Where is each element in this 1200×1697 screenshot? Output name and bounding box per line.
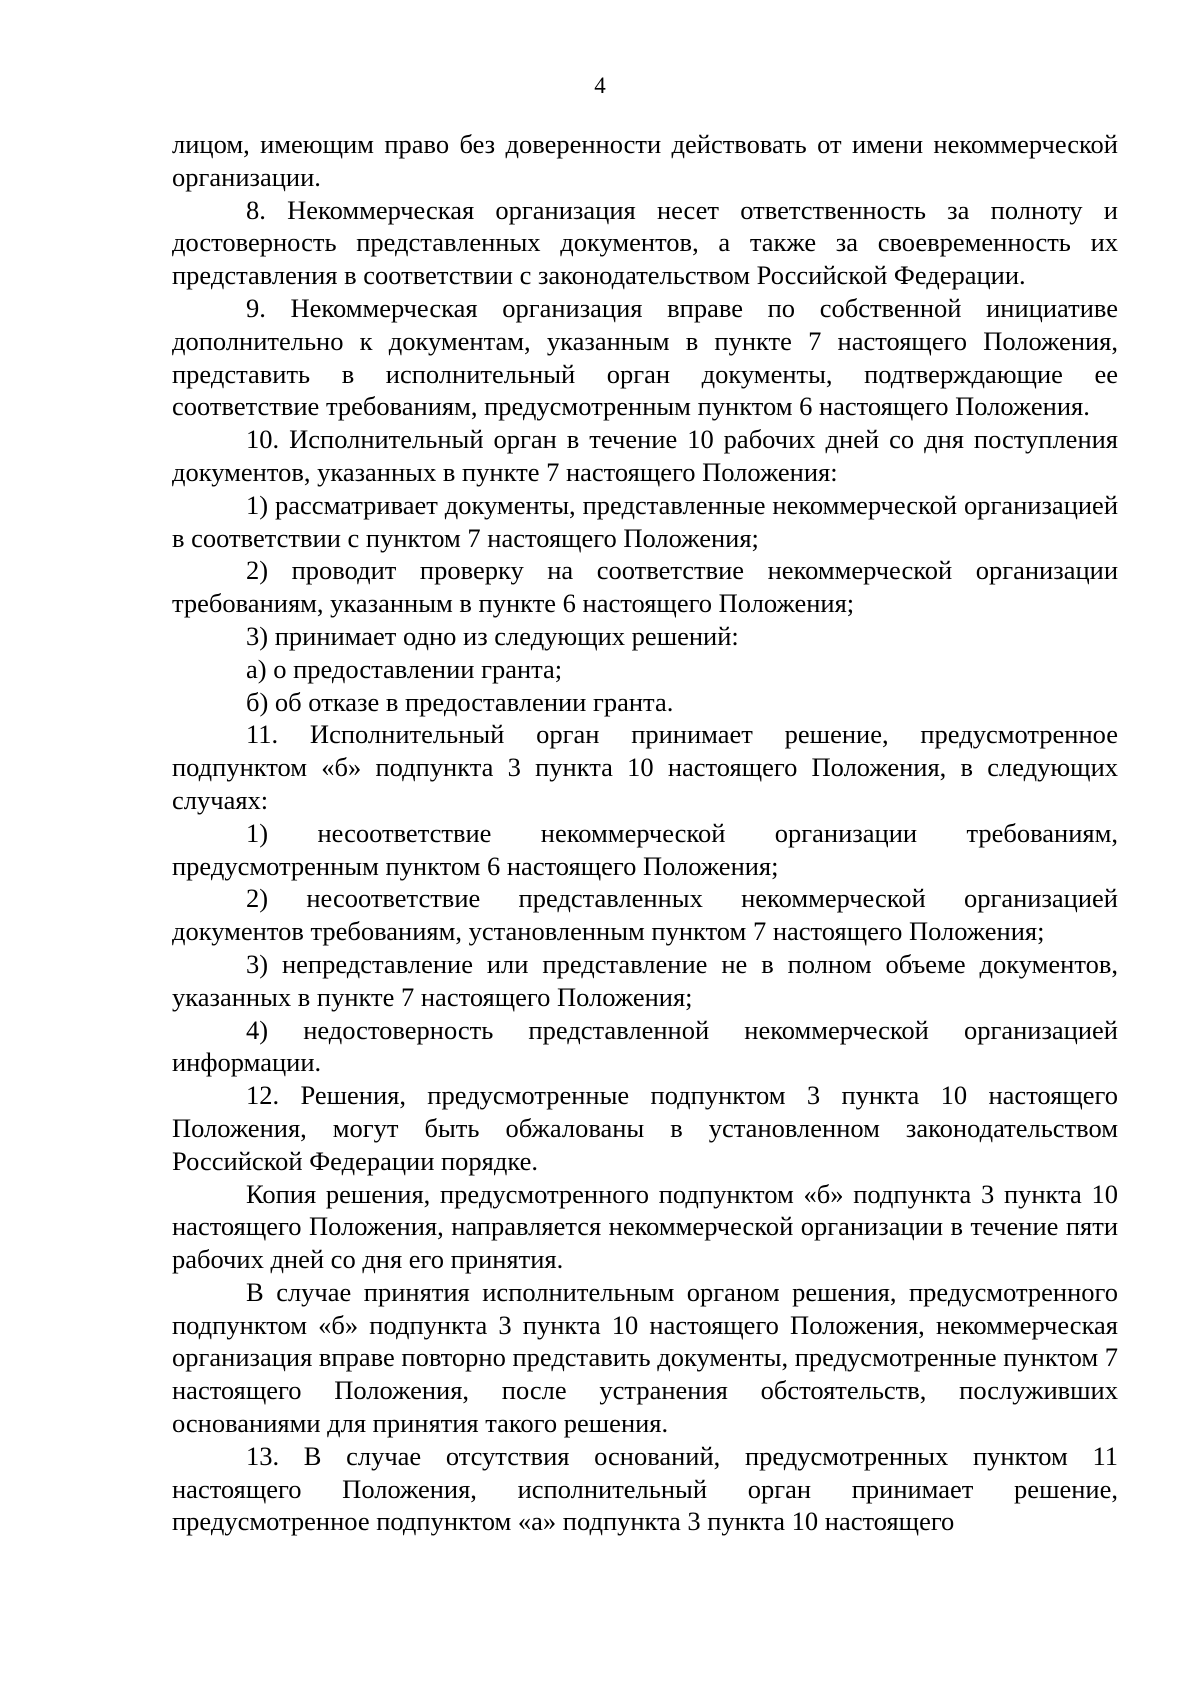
subparagraph-11-1: 1) несоответствие некоммерческой организации требованиям, предусмотренным пунктом 6 настоящего Положения; [172,817,1118,881]
subparagraph-10-3-b: б) об отказе в предоставлении гранта. [246,686,674,717]
subparagraph-10-3: 3) принимает одно из следующих решений: [246,620,739,651]
document-body [172,128,1118,1538]
paragraph-item-12: 12. Решения, предусмотренные подпунктом 3 пункта 10 настоящего Положения, могут быть обжалованы в установленном законодательством Российской Федерации порядке. [172,1080,1118,1176]
paragraph-item-10: 10. Исполнительный орган в течение 10 рабочих дней со дня поступления документов, указанных в пункте 7 настоящего Положения: [172,424,1118,487]
paragraph-12-copy: Копия решения, предусмотренного подпунктом «б» подпункта 3 пункта 10 настоящего Положения, направляется некоммерческой организации в течение пяти рабочих дней со дня его принятия. [172,1178,1118,1275]
paragraph-item-13: 13. В случае отсутствия оснований, предусмотренных пунктом 11 настоящего Положения, исполнительный орган принимает решение, предусмотренное подпунктом «а» подпункта 3 пункта 10 настоящего [172,1440,1118,1537]
subparagraph-11-4: 4) недостоверность представленной некоммерческой организацией информации. [172,1014,1118,1078]
subparagraph-11-3: 3) непредставление или представление не в полном объеме документов, указанных в пункте 7 настоящего Положения; [172,948,1118,1012]
paragraph-item-8: 8. Некоммерческая организация несет ответственность за полноту и достоверность представленных документов, а также за своевременность их представления в соответствии с законодательством Российской Федерации. [172,194,1118,291]
paragraph-item-11: 11. Исполнительный орган принимает решение, предусмотренное подпунктом «б» подпункта 3 пункта 10 настоящего Положения, в следующих случаях: [172,719,1118,815]
subparagraph-11-2: 2) несоответствие представленных некоммерческой организацией документов требованиям, установленным пунктом 7 настоящего Положения; [172,883,1118,947]
subparagraph-10-1: 1) рассматривает документы, представленные некоммерческой организацией в соответствии с пунктом 7 настоящего Положения; [172,489,1118,553]
paragraph-item-9: 9. Некоммерческая организация вправе по собственной инициативе дополнительно к документам, указанным в пункте 7 настоящего Положения, представить в исполнительный орган документы, подтверждающие ее соответствие требованиям, предусмотренным пунктом 6 настоящего Положения. [172,292,1118,422]
paragraph-12-resubmission: В случае принятия исполнительным органом решения, предусмотренного подпунктом «б» подпункта 3 пункта 10 настоящего Положения, некоммерческая организация вправе повторно представить документы, предусмотренные пунктом 7 настоящего Положения, после устранения обстоятельств, послуживших основаниями для принятия такого решения. [172,1276,1118,1439]
page-number: 4 [594,73,606,98]
subparagraph-10-3-a: а) о предоставлении гранта; [246,653,563,684]
subparagraph-10-2: 2) проводит проверку на соответствие некоммерческой организации требованиям, указанным в пункте 6 настоящего Положения; [172,555,1118,619]
paragraph-continuation: лицом, имеющим право без доверенности действовать от имени некоммерческой организации. [172,129,1118,192]
